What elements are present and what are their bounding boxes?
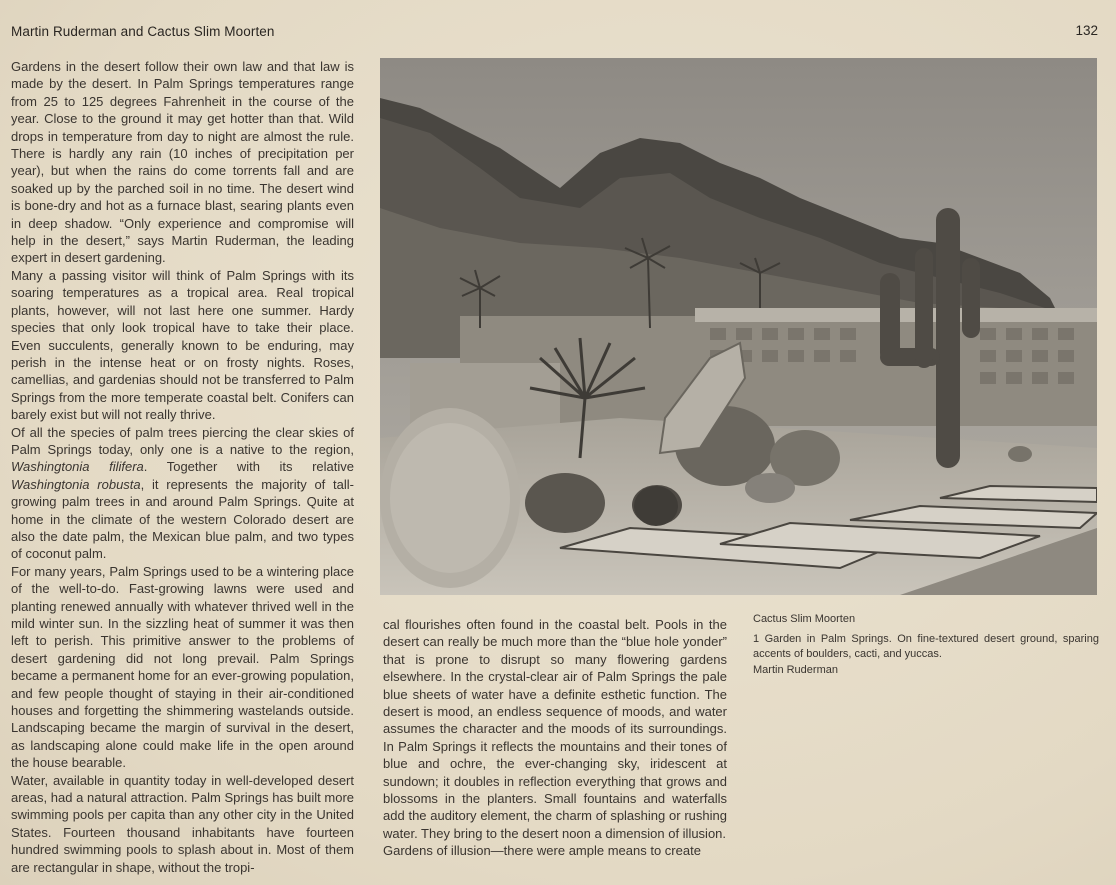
- paragraph: Gardens in the desert follow their own law and that law is made by the desert. In Palm Springs temperatures range from 25 to 125 degrees Fahrenheit in the course of the year. Close to the ground it may get hotter than that. Wild drops in temperature from day to night are almost the rule. There is hardly any rain (10 inches of precipitation per year), but when the rains do come torrents fall and are soaked up by the parched soil in no time. The desert wind is bone-dry and hot as a furnace blast, searing plants even in deep shadow. “Only experience and compromise will help in the desert,” says Martin Ruderman, the leading expert in desert gardening.: [11, 59, 354, 266]
- species-name: Washingtonia filifera: [11, 459, 144, 475]
- page-number: 132: [1075, 23, 1098, 38]
- species-name: Washingtonia robusta: [11, 476, 141, 492]
- paragraph: Water, available in quantity today in well-developed desert areas, had a natural attraction. Palm Springs has built more swimming pools per capita than any other city in the United States. Fourteen thousand inhabitants have fourteen hundred swimming pools to splash about in. Most of them are rectangular in shape, without the tropi-: [11, 772, 354, 875]
- running-head: Martin Ruderman and Cactus Slim Moorten: [11, 24, 275, 39]
- designer-credit: Martin Ruderman: [753, 663, 838, 676]
- paragraph-text: , it represents the majority of tall-growing palm trees in and around Palm Springs. Quite at home in the climate of the western Colorado desert are also the date palm, the Mexican blue palm, and two types of coconut palm.: [11, 476, 354, 562]
- photographer-credit: Cactus Slim Moorten: [753, 613, 856, 625]
- middle-text-column: [383, 616, 727, 860]
- left-text-column: [11, 58, 354, 876]
- paragraph: Many a passing visitor will think of Palm Springs with its soaring temperatures as a tropical area. Real tropical plants, however, will not last here one summer. Hardy species that only look tropical have to take their place. Even succulents, generally known to be enduring, may perish in the intense heat or on frosty nights. Roses, camellias, and gardenias should not be transferred to Palm Springs from the more temperate coastal belt. Conifers can barely exist but will not really thrive.: [11, 267, 354, 423]
- caption-text: 1 Garden in Palm Springs. On fine-textured desert ground, sparing accents of boulders, cacti, and yuccas.: [753, 632, 1099, 660]
- paragraph: Gardens of illusion—there were ample means to create: [383, 843, 701, 859]
- garden-photo: [380, 58, 1097, 595]
- paragraph-text: . Together with its relative: [143, 459, 354, 475]
- photo-caption: [753, 612, 1099, 678]
- paragraph: For many years, Palm Springs used to be a wintering place of the well-to-do. Fast-growing lawns were used and planting renewed annually with whatever thrived well in the mild winter sun. In the sizzling heat of summer it was then left to perish. This primitive answer to the problems of desert gardening did not long prevail. Palm Springs became a permanent home for an ever-growing population, and few people thought of staying in their air-conditioned houses and forgetting the shimmering wastelands outside. Landscaping became the margin of survival in the desert, as landscaping alone could make life in the open around the house bearable.: [11, 563, 354, 771]
- paragraph-text: Of all the species of palm trees piercing the clear skies of Palm Springs today, only one is a native to the region,: [11, 424, 354, 457]
- paragraph: cal flourishes often found in the coastal belt. Pools in the desert can really be much more than the “blue hole yonder” that is prone to disrupt so many flowering gardens elsewhere. In the crystal-clear air of Palm Springs the pale blue sheets of water have a definite esthetic function. The desert is mood, an endless sequence of moods, and water assumes the character and the moods of its surroundings. In Palm Springs it reflects the mountains and their tones of blue and ochre, the ever-changing sky, iridescent at sundown; it doubles in reflection everything that grows and blossoms in the planters. Small fountains and waterfalls add the auditory element, the charm of splashing or rushing water. They bring to the desert noon a dimension of illusion.: [383, 617, 727, 841]
- paragraph: [11, 424, 354, 563]
